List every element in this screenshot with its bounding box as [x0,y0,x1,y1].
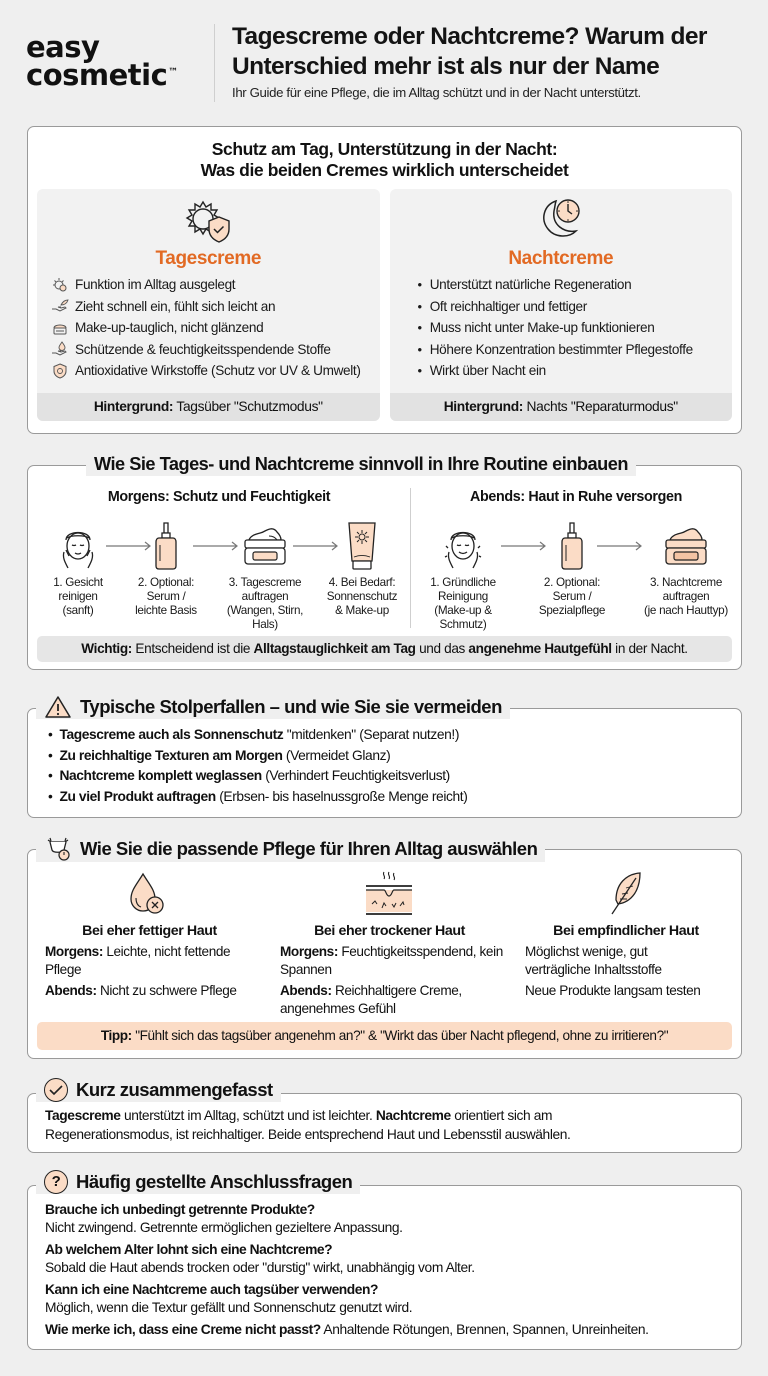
summary-text: Tagescreme unterstützt im Alltag, schützt und ist leichter. Nachtcreme orientiert sich am Regenerationsmodus, ist reichhaltiger. Beide entsprechend Haut und Lebensstil auswählen. [45,1108,571,1142]
day-cream-card [37,189,380,421]
list-item: Schützende & feuchtigkeitsspendende Stoffe [51,339,380,361]
pitfalls-list [28,709,741,807]
brand-line2: cosmetic [26,58,168,92]
routine-title: Wie Sie Tages- und Nachtcreme sinnvoll in Ihre Routine einbauen [86,452,636,476]
makeup-compact-icon [51,320,69,336]
skin-type-title: Bei eher fettiger Haut [82,923,217,939]
morning-routine [28,488,410,630]
list-item: • Zu viel Produkt auftragen (Erbsen- bis haselnussgroße Menge reicht) [48,787,741,808]
day-cream-title: Tagescreme [155,248,261,269]
list-item: • Zu reichhaltige Texturen am Morgen (Vermeidet Glanz) [48,746,741,767]
faq-section [27,1171,742,1350]
routine-step: 1. Gesicht reinigen (sanft) [30,520,126,618]
routine-step: 3. Nachtcreme auftragen (je nach Hauttyp) [633,520,739,618]
faq-item: Ab welchem Alter lohnt sich eine Nachtcreme? Sobald die Haut abends trocken oder "durstig" wirkt, unabhängig vom Alter. [45,1242,475,1275]
evening-routine [410,488,741,631]
oil-drop-icon [127,872,167,916]
routine-step: 4. Bei Bedarf: Sonnenschutz & Make-up [314,520,410,618]
list-item: • Oft reichhaltiger und fettiger [418,296,733,318]
list-item: Zieht schnell ein, fühlt sich leicht an [51,296,380,318]
night-background-note: Hintergrund: Nachts "Reparaturmodus" [390,393,733,421]
routine-section [27,454,742,670]
brand-logo[interactable] [26,30,178,92]
page-title: Tagescreme oder Nachtcreme? Warum der Unterschied mehr ist als nur der Name [232,23,707,80]
day-background-note: Hintergrund: Tagsüber "Schutzmodus" [37,393,380,421]
pitfalls-heading [36,695,510,719]
faq-item: Kann ich eine Nachtcreme auch tagsüber verwenden? Möglich, wenn die Textur gefällt und Sonnenschutz genutzt wird. [45,1282,413,1315]
pitfalls-title: Typische Stolperfallen – und wie Sie sie vermeiden [80,696,502,717]
skin-type-title: Bei eher trockener Haut [314,923,465,939]
selection-tip: Tipp: "Fühlt sich das tagsüber angenehm an?" & "Wirkt das über Nacht pflegend, ohne zu irritieren?" [37,1022,732,1050]
summary-title: Kurz zusammengefasst [76,1079,273,1100]
skin-type-oily: Bei eher fettiger Haut Morgens: Leichte, nicht fettende Pflege Abends: Nicht zu schwere Pflege [28,862,268,1018]
selection-section [27,838,742,1059]
faq-item: Brauche ich unbedingt getrennte Produkte? Nicht zwingend. Getrennte ermöglichen gezieltere Anpassung. [45,1202,403,1235]
cream-jar-icon [662,524,710,568]
sun-shield-icon [181,199,235,243]
serum-bottle-icon [560,521,584,571]
feather-icon [606,870,646,916]
day-cream-list [37,274,380,382]
comparison-title-line1: Schutz am Tag, Unterstützung in der Nacht: [211,139,558,159]
sun-gear-icon [51,277,69,293]
page-header [0,0,768,118]
skin-type-dry: Bei eher trockener Haut Morgens: Feuchtigkeitsspendend, kein Spannen Abends: Reichhaltigere Creme, angenehmes Gefühl [268,862,513,1018]
sunscreen-tube-icon [347,521,377,571]
shield-icon [51,363,69,379]
skin-type-sensitive: Bei empfindlicher Haut Möglichst wenige, gut verträgliche Inhaltsstoffe Neue Produkte langsam testen [513,862,741,1018]
hand-drop-icon [51,341,69,357]
face-wash-icon [58,522,98,570]
face-wash-icon [443,522,483,570]
warning-icon [44,695,72,719]
night-cream-card [390,189,733,421]
list-item: • Muss nicht unter Make-up funktionieren [418,317,733,339]
list-item: • Nachtcreme komplett weglassen (Verhindert Feuchtigkeitsverlust) [48,766,741,787]
comparison-section [27,126,742,434]
skin-type-title: Bei empfindlicher Haut [553,923,699,939]
serum-bottle-icon [154,521,178,571]
faq-item: Wie merke ich, dass eine Creme nicht passt? Anhaltende Rötungen, Brennen, Spannen, Unreinheiten. [45,1322,649,1337]
summary-heading [36,1078,281,1102]
pitfalls-section [27,696,742,818]
selection-heading [36,836,545,862]
list-item: Make-up-tauglich, nicht glänzend [51,317,380,339]
faq-heading [36,1170,360,1194]
comparison-title-line2: Was die beiden Cremes wirklich unterscheidet [200,160,569,180]
night-cream-title: Nachtcreme [508,248,614,269]
routine-step: 2. Optional: Serum / Spezialpflege [524,520,620,618]
scale-icon [44,836,72,862]
routine-step: 3. Tagescreme auftragen (Wangen, Stirn, Hals) [217,520,313,632]
faq-title: Häufig gestellte Anschlussfragen [76,1171,353,1192]
morning-routine-title: Morgens: Schutz und Feuchtigkeit [107,489,331,505]
routine-step: 2. Optional: Serum / leichte Basis [118,520,214,618]
selection-title: Wie Sie die passende Pflege für Ihren Alltag auswählen [80,838,538,859]
list-item: • Unterstützt natürliche Regeneration [418,274,733,296]
list-item: • Wirkt über Nacht ein [418,360,733,382]
summary-section [27,1079,742,1153]
routine-important-note: Wichtig: Entscheidend ist die Alltagstauglichkeit am Tag und das angenehme Hautgefühl in der Nacht. [37,636,732,662]
list-item: Antioxidative Wirkstoffe (Schutz vor UV & Umwelt) [51,360,380,382]
night-cream-list [390,274,733,382]
list-item: Funktion im Alltag ausgelegt [51,274,380,296]
routine-step: 1. Gründliche Reinigung (Make-up & Schmutz) [415,520,511,632]
evening-routine-title: Abends: Haut in Ruhe versorgen [470,489,682,505]
dry-skin-icon [362,870,416,916]
check-circle-icon [44,1078,68,1102]
list-item: • Höhere Konzentration bestimmter Pflegestoffe [418,339,733,361]
list-item: • Tagescreme auch als Sonnenschutz "mitdenken" (Separat nutzen!) [48,725,741,746]
hand-leaf-icon [51,298,69,314]
trademark: ™ [168,67,178,78]
brand-line1: easy [26,30,100,64]
header-divider [214,24,215,102]
faq-list [28,1186,741,1339]
page-subtitle: Ihr Guide für eine Pflege, die im Alltag schützt und in der Nacht unterstützt. [232,85,641,100]
question-circle-icon: ? [44,1170,68,1194]
comparison-title [28,139,741,181]
moon-clock-icon [536,197,586,243]
cream-jar-icon [241,524,289,568]
